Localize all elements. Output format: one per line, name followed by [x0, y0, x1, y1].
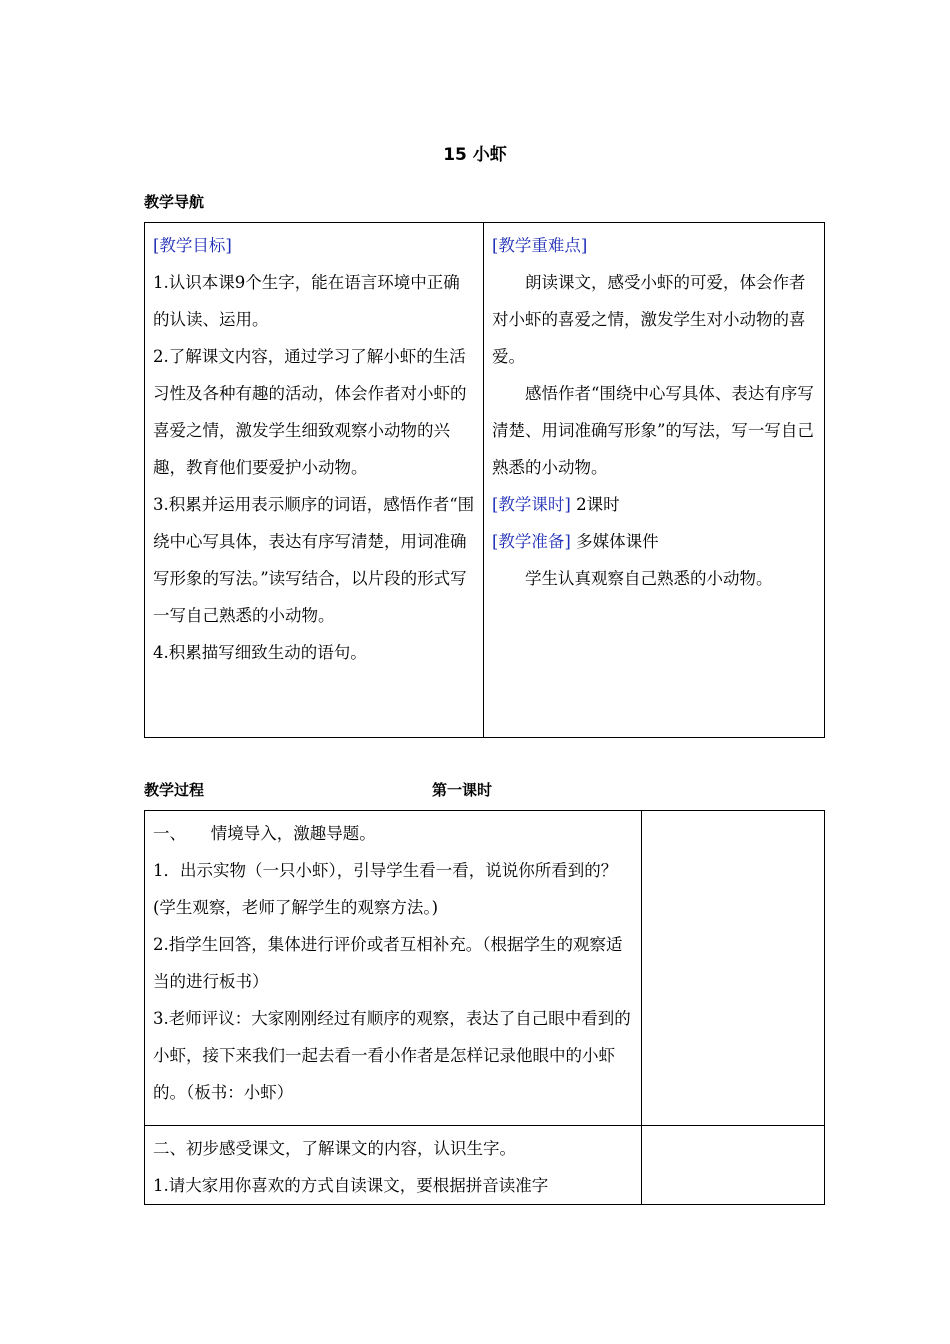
section2-cell [145, 1126, 642, 1205]
objectives-label: [教学目标] [153, 236, 232, 255]
process-heading: 教学过程 [144, 781, 205, 799]
key-points-para: 感悟作者“围绕中心写具体、表达有序写清楚、用词准确写形象”的写法，写一写自己熟悉的小动物。 [492, 384, 814, 477]
objective-item: 4.积累描写细致生动的语句。 [153, 643, 367, 662]
key-points-label: [教学重难点] [492, 236, 588, 255]
key-points-cell [484, 223, 825, 738]
section1-item: 1．出示实物（一只小虾），引导学生看一看，说说你所看到的？(学生观察，老师了解学生的观察方法。) [153, 861, 618, 917]
objective-item: 3.积累并运用表示顺序的词语，感悟作者“围绕中心写具体，表达有序写清楚，用词准确写形象的写法。”读写结合，以片段的形式写一写自己熟悉的小动物。 [153, 495, 475, 625]
section1-item: 2.指学生回答，集体进行评价或者互相补充。（根据学生的观察适当的进行板书） [153, 935, 623, 991]
objective-item: 1.认识本课9个生字，能在语言环境中正确的认读、运用。 [153, 273, 460, 329]
objectives-cell [145, 223, 484, 738]
section1-cell [145, 811, 642, 1126]
section1-item: 3.老师评议：大家刚刚经过有顺序的观察，表达了自己眼中看到的小虾，接下来我们一起去看一看小作者是怎样记录他眼中的小虾的。（板书：小虾） [153, 1009, 631, 1102]
class-hours [492, 486, 816, 523]
preparation-label: [教学准备] [492, 532, 571, 551]
class-hours-label: [教学课时] [492, 495, 571, 514]
lesson-heading: 第一课时 [432, 781, 493, 799]
nav-heading: 教学导航 [144, 193, 205, 211]
key-points-para: 朗读课文，感受小虾的可爱，体会作者对小虾的喜爱之情，激发学生对小动物的喜爱。 [492, 273, 806, 366]
objective-item: 2.了解课文内容，通过学习了解小虾的生活习性及各种有趣的活动，体会作者对小虾的喜爱之情，激发学生细致观察小动物的兴趣，教育他们要爱护小动物。 [153, 347, 467, 477]
section1-heading: 一、 情境导入，激趣导题。 [153, 824, 376, 843]
page-title: 15 小虾 [443, 145, 507, 165]
preparation [492, 523, 816, 560]
notes-cell [642, 1126, 825, 1205]
section2-item: 1.请大家用你喜欢的方式自读课文，要根据拼音读准字 [153, 1176, 549, 1195]
class-hours-value: 2课时 [576, 495, 620, 514]
section2-heading: 二、初步感受课文，了解课文的内容，认识生字。 [153, 1139, 516, 1158]
preparation-value: 多媒体课件 [576, 532, 659, 551]
teaching-navigation-table [144, 222, 825, 738]
preparation-note: 学生认真观察自己熟悉的小动物。 [525, 569, 773, 588]
teaching-process-table [144, 810, 825, 1205]
notes-cell [642, 811, 825, 1126]
